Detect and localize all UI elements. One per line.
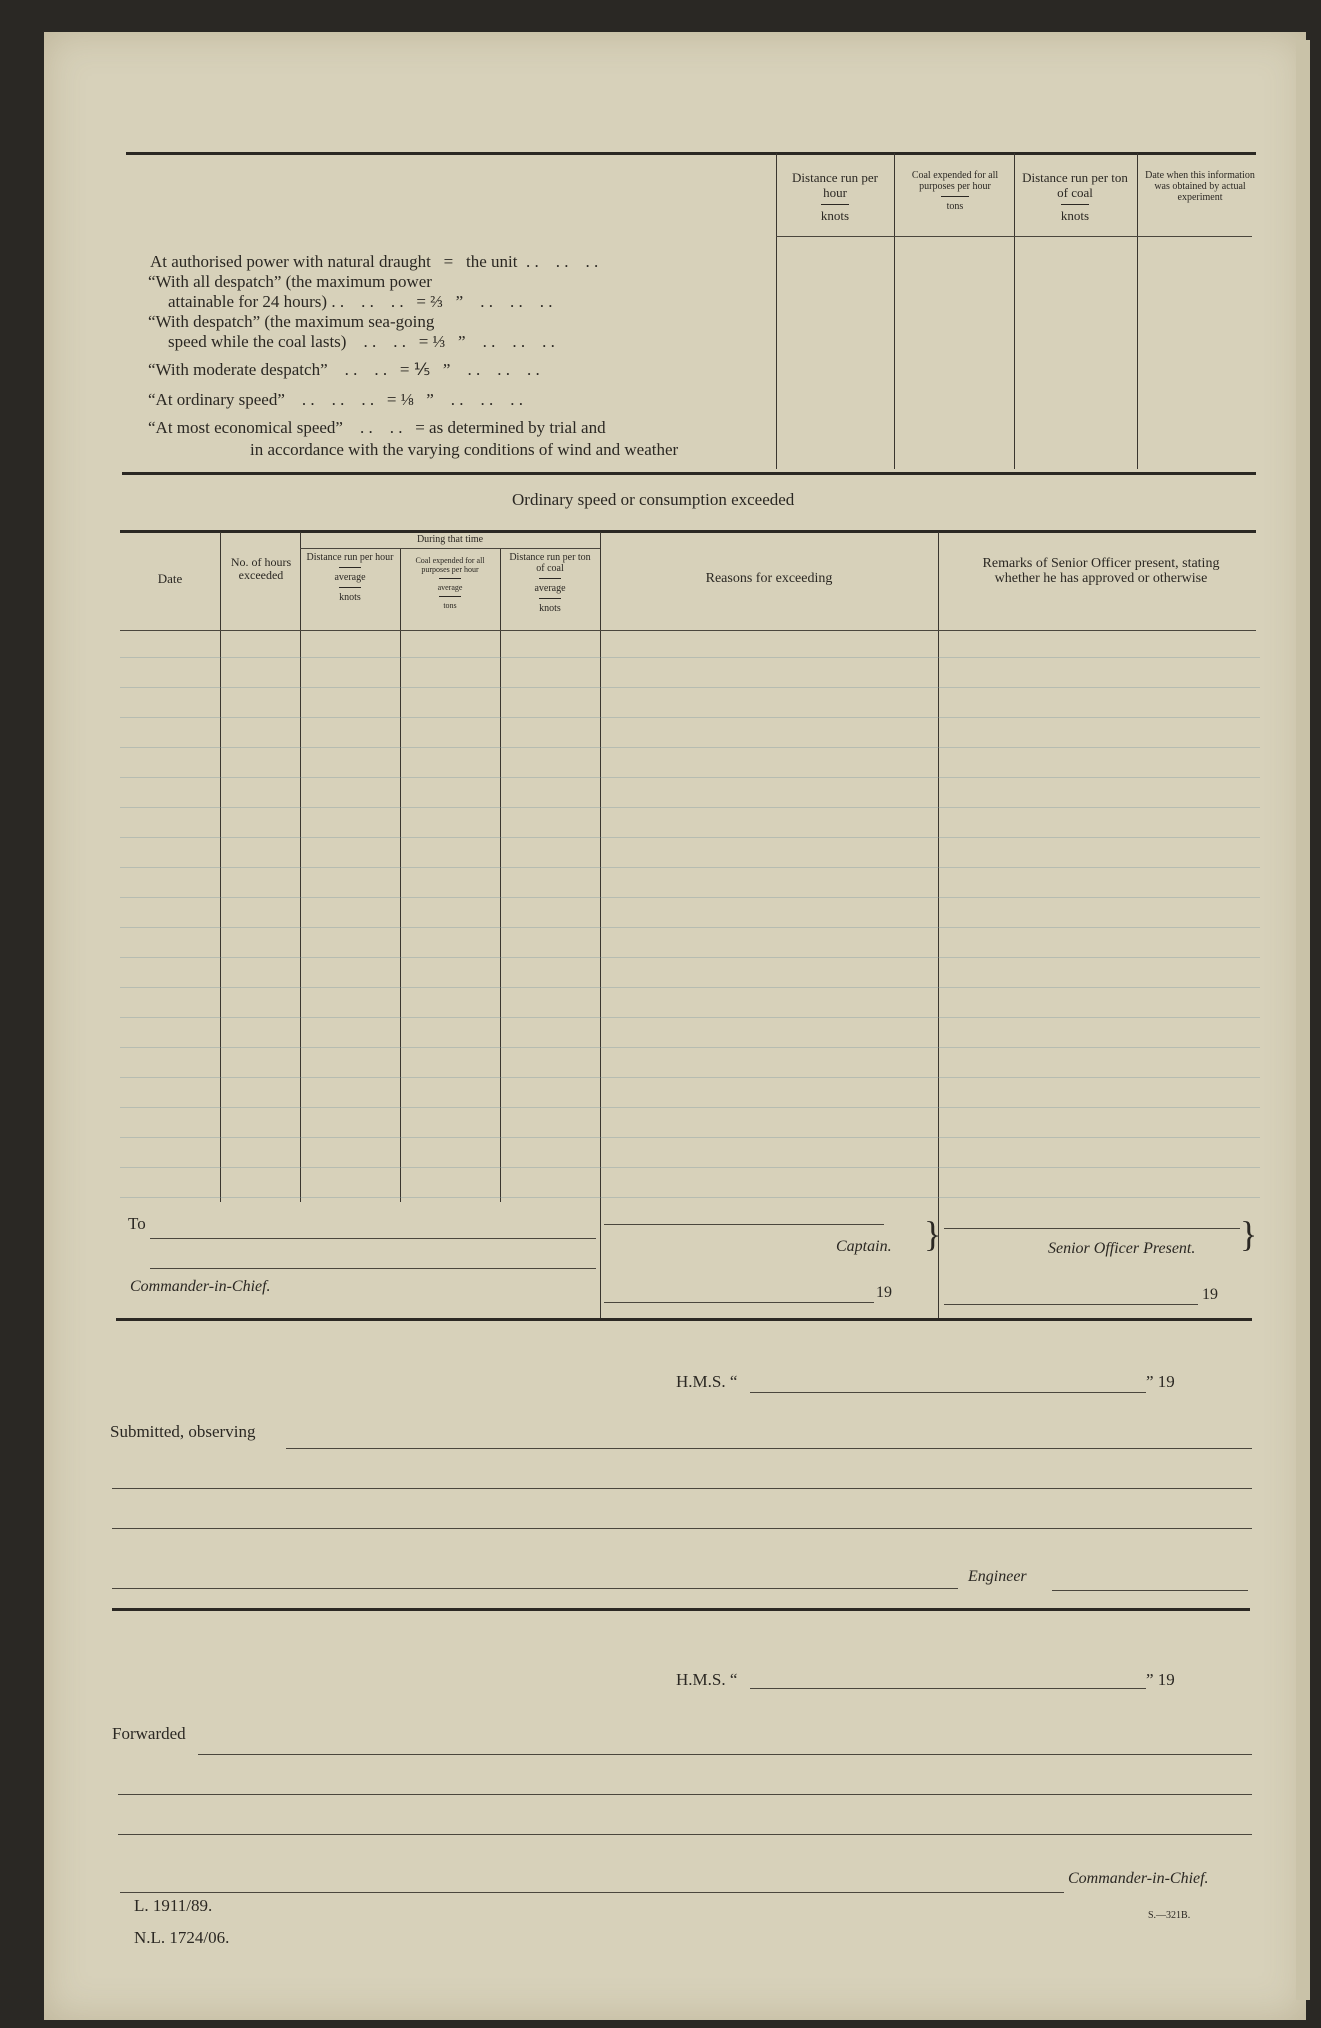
header-remarks: Remarks of Senior Officer present, stating whether he has approved or otherwise bbox=[982, 556, 1220, 586]
to-line bbox=[150, 1238, 596, 1239]
senior-bracket: } bbox=[1240, 1214, 1258, 1254]
page-edge bbox=[1296, 40, 1310, 2000]
form-number: S.—321B. bbox=[1148, 1910, 1191, 1921]
header-per-ton-2: Distance run per ton of coal average knots bbox=[509, 552, 591, 614]
row-economical-b: in accordance with the varying conditions of wind and weather bbox=[250, 440, 679, 459]
captain-label: Captain. bbox=[836, 1238, 892, 1255]
exceeded-bottom-rule bbox=[116, 1318, 1252, 1321]
header-coal-expended: Coal expended for all purposes per hour tons bbox=[911, 170, 999, 212]
to-line-2 bbox=[150, 1268, 596, 1269]
engineer-line-2 bbox=[1052, 1590, 1248, 1591]
top-table-bottom-rule bbox=[122, 472, 1256, 475]
submitted-line-3 bbox=[112, 1528, 1252, 1529]
col-divider bbox=[894, 153, 895, 469]
reference-2: N.L. 1724/06. bbox=[134, 1928, 230, 1947]
header-hours: No. of hours exceeded bbox=[230, 555, 292, 582]
header-during: During that time bbox=[416, 534, 484, 545]
row-all-despatch-b: attainable for 24 hours) . . . . . . = ⅔ ” . . . . . . bbox=[168, 292, 553, 311]
col-divider bbox=[776, 153, 777, 469]
forwarded-commander-label: Commander-in-Chief. bbox=[1068, 1870, 1209, 1887]
row-natural-draught: At authorised power with natural draught = the unit . . . . . . bbox=[150, 252, 599, 271]
captain-line bbox=[604, 1224, 884, 1225]
row-ordinary-speed: “At ordinary speed” . . . . . . = ⅛ ” . . . . . . bbox=[148, 390, 524, 409]
exceeded-top-rule bbox=[120, 530, 1256, 533]
header-reasons: Reasons for exceeding bbox=[705, 571, 833, 586]
forwarded-line bbox=[198, 1754, 1252, 1755]
year-1: 19 bbox=[876, 1284, 892, 1301]
commander-line bbox=[120, 1892, 1064, 1893]
hms-name-line-2 bbox=[750, 1688, 1146, 1689]
senior-officer-label: Senior Officer Present. bbox=[1048, 1240, 1196, 1257]
hms-close-1: ” 19 bbox=[1146, 1372, 1175, 1391]
header-distance-run: Distance run per hour knots bbox=[792, 170, 878, 223]
forwarded-line-2 bbox=[118, 1794, 1252, 1795]
header-coal-2: Coal expended for all purposes per hour average tons bbox=[415, 556, 485, 610]
submitted-line-2 bbox=[112, 1488, 1252, 1489]
header-date: Date bbox=[157, 571, 183, 586]
forwarded-line-3 bbox=[118, 1834, 1252, 1835]
row-all-despatch-a: “With all despatch” (the maximum power bbox=[148, 272, 432, 291]
engineer-label: Engineer bbox=[968, 1568, 1027, 1585]
commander-label: Commander-in-Chief. bbox=[130, 1278, 271, 1295]
senior-line bbox=[944, 1228, 1240, 1229]
to-label: To bbox=[128, 1214, 146, 1233]
captain-bracket: } bbox=[924, 1214, 942, 1254]
captain-date-line bbox=[604, 1302, 874, 1303]
top-table-rule bbox=[126, 152, 1256, 155]
submitted-label: Submitted, observing bbox=[110, 1422, 256, 1441]
senior-date-line bbox=[944, 1304, 1198, 1305]
hms-label-1: H.M.S. “ bbox=[676, 1372, 738, 1391]
engineer-line bbox=[112, 1588, 958, 1589]
hms-name-line-1 bbox=[750, 1392, 1146, 1393]
row-economical-a: “At most economical speed” . . . . = as determined by trial and bbox=[148, 418, 606, 437]
header-date-obtained: Date when this information was obtained by actual experiment bbox=[1145, 170, 1255, 203]
header-distance-run-2: Distance run per hour average knots bbox=[306, 552, 394, 603]
during-rule bbox=[300, 548, 600, 549]
row-despatch-a: “With despatch” (the maximum sea-going bbox=[148, 312, 435, 331]
header-distance-per-ton: Distance run per ton of coal knots bbox=[1022, 170, 1128, 223]
col-divider bbox=[1014, 153, 1015, 469]
reference-1: L. 1911/89. bbox=[134, 1896, 213, 1915]
section-title: Ordinary speed or consumption exceeded bbox=[512, 490, 795, 509]
forwarded-label: Forwarded bbox=[112, 1724, 186, 1743]
submitted-line bbox=[286, 1448, 1252, 1449]
hms-close-2: ” 19 bbox=[1146, 1670, 1175, 1689]
hms-label-2: H.M.S. “ bbox=[676, 1670, 738, 1689]
row-despatch-b: speed while the coal lasts) . . . . = ⅓ ” . . . . . . bbox=[168, 332, 555, 351]
col-divider bbox=[1137, 153, 1138, 469]
ruled-lines bbox=[120, 628, 1260, 1198]
year-2: 19 bbox=[1202, 1286, 1218, 1303]
header-rule bbox=[776, 236, 1252, 237]
submitted-bottom-rule bbox=[112, 1608, 1250, 1611]
row-moderate-despatch: “With moderate despatch” . . . . = ⅕ ” . . . . . . bbox=[148, 360, 540, 379]
